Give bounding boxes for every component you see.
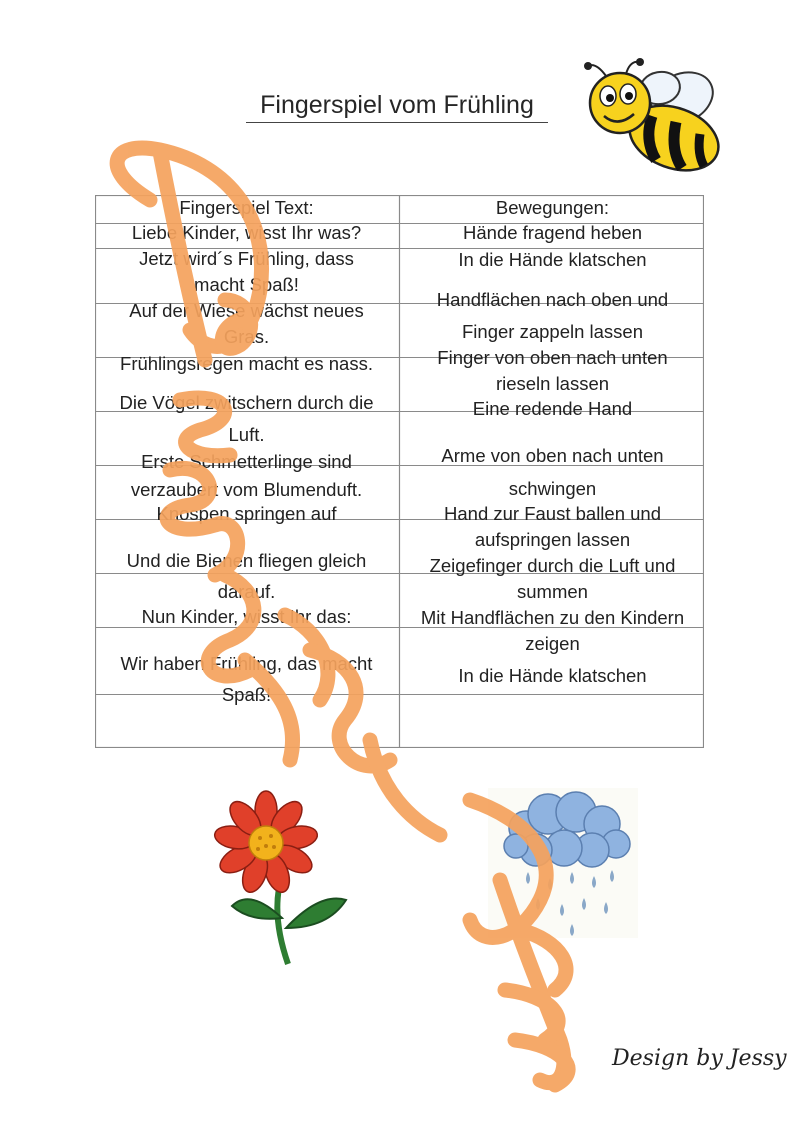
movement-line: summen bbox=[517, 581, 588, 602]
movement-line: In die Hände klatschen bbox=[458, 665, 647, 686]
movement-line: zeigen bbox=[525, 633, 580, 654]
text-line: Frühlingsregen macht es nass. bbox=[120, 353, 373, 374]
text-line: Liebe Kinder, wisst Ihr was? bbox=[131, 222, 362, 243]
text-line: Auf der Wiese wächst neues bbox=[129, 300, 364, 321]
movement-line: Handflächen nach oben und bbox=[436, 289, 669, 310]
header-text-label: Fingerspiel Text: bbox=[179, 197, 314, 218]
text-line: macht Spaß! bbox=[194, 274, 299, 295]
movement-line: aufspringen lassen bbox=[474, 529, 631, 550]
text-line: Wir haben Frühling, das macht bbox=[120, 653, 373, 674]
bee-illustration bbox=[582, 58, 732, 178]
movement-line: Finger zappeln lassen bbox=[462, 321, 643, 342]
movement-line: In die Hände klatschen bbox=[458, 249, 647, 270]
text-line: Spaß! bbox=[221, 684, 272, 705]
movement-line: Mit Handflächen zu den Kindern bbox=[420, 607, 685, 628]
text-line: Erste Schmetterlinge sind bbox=[141, 451, 352, 472]
text-line: verzaubert vom Blumenduft. bbox=[130, 479, 363, 500]
text-line: Und die Bienen fliegen gleich bbox=[126, 550, 367, 571]
movement-line: Zeigefinger durch die Luft und bbox=[429, 555, 676, 576]
text-line: Luft. bbox=[228, 424, 265, 445]
movement-line: rieseln lassen bbox=[495, 373, 610, 394]
page-title: Fingerspiel vom Frühling bbox=[246, 88, 548, 123]
header-movements-label: Bewegungen: bbox=[495, 197, 610, 218]
text-line: Die Vögel zwitschern durch die bbox=[119, 392, 374, 413]
movement-line: Eine redende Hand bbox=[472, 398, 633, 419]
text-line: Knospen springen auf bbox=[156, 503, 337, 524]
text-line: Gras. bbox=[223, 326, 270, 347]
flower-illustration bbox=[210, 788, 360, 968]
text-line: Nun Kinder, wisst Ihr das: bbox=[141, 606, 352, 627]
movement-line: Hände fragend heben bbox=[463, 222, 642, 243]
movement-line: schwingen bbox=[508, 478, 597, 499]
text-line: darauf. bbox=[217, 581, 276, 602]
rain-cloud-illustration bbox=[488, 788, 638, 938]
signature: Design by Jessy bbox=[612, 1046, 787, 1071]
movement-line: Finger von oben nach unten bbox=[437, 347, 668, 368]
movement-line: Arme von oben nach unten bbox=[441, 445, 664, 466]
fingerplay-table bbox=[95, 195, 704, 748]
movement-line: Hand zur Faust ballen und bbox=[444, 503, 661, 524]
text-line: Jetzt wird´s Frühling, dass bbox=[139, 248, 354, 269]
